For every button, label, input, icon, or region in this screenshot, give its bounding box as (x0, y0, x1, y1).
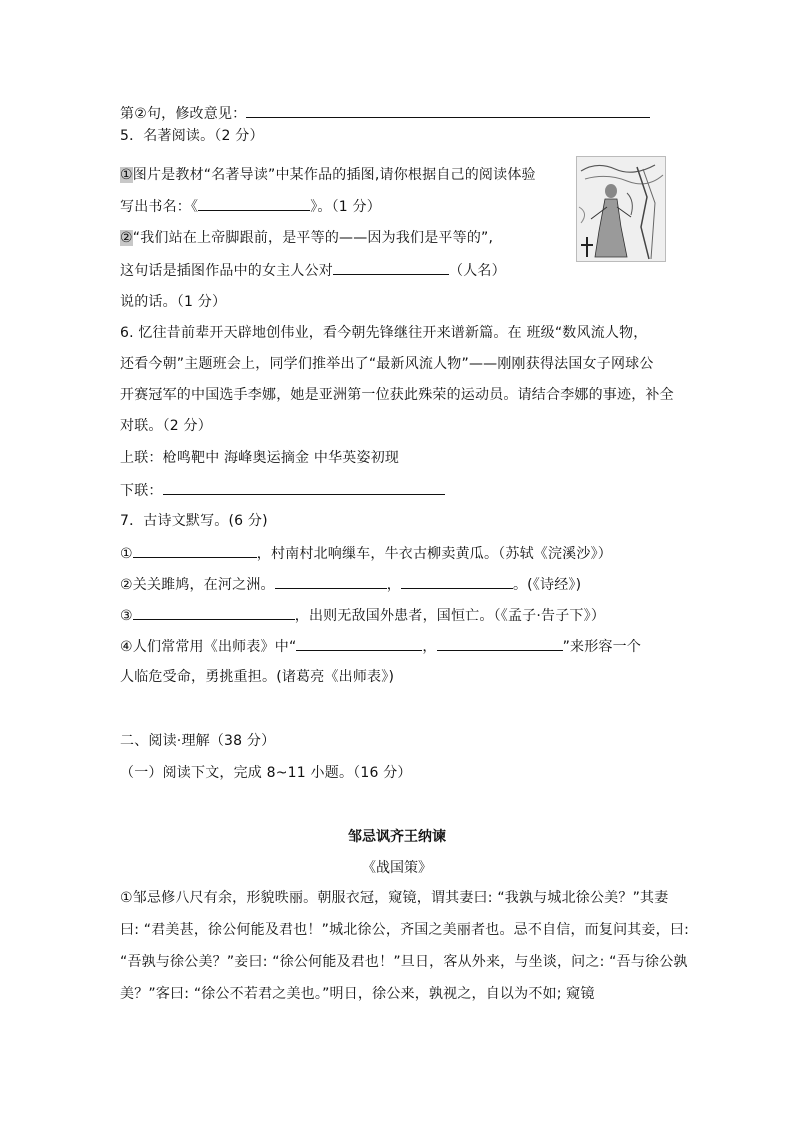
poem-blank-5[interactable] (296, 636, 422, 651)
q5-part1: ①图片是教材“名著导读”中某作品的插图,请你根据自己的阅读体验 (120, 167, 536, 183)
book-title-blank[interactable] (198, 196, 310, 211)
q6-line-1: 6. 忆往昔前辈开天辟地创伟业，看今朝先锋继往开来谱新篇。在 班级“数风流人物， (120, 325, 648, 341)
couplet-blank[interactable] (163, 480, 445, 495)
poem-blank-2[interactable] (275, 574, 387, 589)
q7-item-4-cont: 人临危受命，勇挑重担。(诸葛亮《出师表》) (120, 669, 395, 685)
q7-item-3: ③ ，出则无敌国外患者，国恒亡。（《孟子·告子下》） (120, 605, 605, 626)
couplet-upper: 上联：枪鸣靶中 海峰奥运摘金 中华英姿初现 (120, 450, 400, 466)
q5-part2-answer: 这句话是插图作品中的女主人公对 （人名） (120, 260, 506, 281)
marker-1: ① (120, 167, 133, 183)
section-2-subtitle: （一）阅读下文，完成 8~11 小题。（16 分） (120, 765, 412, 781)
poem-blank-4[interactable] (133, 605, 295, 620)
q6-line-4: 对联。（2 分） (120, 418, 212, 434)
q6-line-2: 还看今朝”主题班会上，同学们推举出了“最新风流人物”——刚刚获得法国女子网球公 (120, 356, 654, 372)
q5-part1-answer: 写出书名：《 》。（1 分） (120, 196, 381, 217)
article-line-3: “吾孰与徐公美？”妾曰: “徐公何能及君也！”旦日，客从外来，与坐谈，问之: “吾与徐公孰 (120, 954, 688, 970)
article-line-4: 美？”客曰: “徐公不若君之美也。”明日，徐公来，孰视之，自以为不如; 窥镜 (120, 986, 595, 1002)
poem-blank-3[interactable] (401, 574, 513, 589)
poem-blank-6[interactable] (437, 636, 563, 651)
marker-2: ② (120, 230, 133, 246)
q5-part2-end: 说的话。（1 分） (120, 294, 227, 310)
article-line-1: ①邹忌修八尺有余，形貌昳丽。朝服衣冠，窥镜，谓其妻曰: “我孰与城北徐公美？”其妻 (120, 890, 669, 906)
illustration-sketch (577, 157, 665, 261)
q7-item-4: ④人们常常用《出师表》中“ ， ”来形容一个 (120, 636, 641, 657)
article-line-2: 曰: “君美甚，徐公何能及君也！”城北徐公，齐国之美丽者也。忌不自信，而复问其妾，曰: (120, 922, 689, 938)
poem-blank-1[interactable] (133, 543, 257, 558)
q5-part2: ②“我们站在上帝脚跟前，是平等的——因为我们是平等的”, (120, 230, 494, 246)
article-title: 邹忌讽齐王纳谏 (348, 829, 446, 845)
person-name-blank[interactable] (333, 260, 449, 275)
q4-revision-line: 第②句，修改意见： (120, 103, 650, 124)
q7-title: 7．古诗文默写。(6 分) (120, 513, 268, 529)
q5-title: 5．名著阅读。（2 分） (120, 128, 264, 144)
article-source: 《战国策》 (362, 860, 432, 876)
q7-item-1: ① ，村南村北响缫车，牛衣古柳卖黄瓜。（苏轼《浣溪沙》） (120, 543, 612, 564)
couplet-lower: 下联： (120, 480, 445, 501)
section-2-title: 二、阅读·理解（38 分） (120, 733, 276, 749)
book-illustration (576, 156, 666, 262)
q6-line-3: 开赛冠军的中国选手李娜，她是亚洲第一位获此殊荣的运动员。请结合李娜的事迹，补全 (120, 387, 674, 403)
answer-blank[interactable] (246, 103, 650, 118)
q7-item-2: ②关关雎鸠，在河之洲。 ， 。(《诗经》) (120, 574, 581, 595)
